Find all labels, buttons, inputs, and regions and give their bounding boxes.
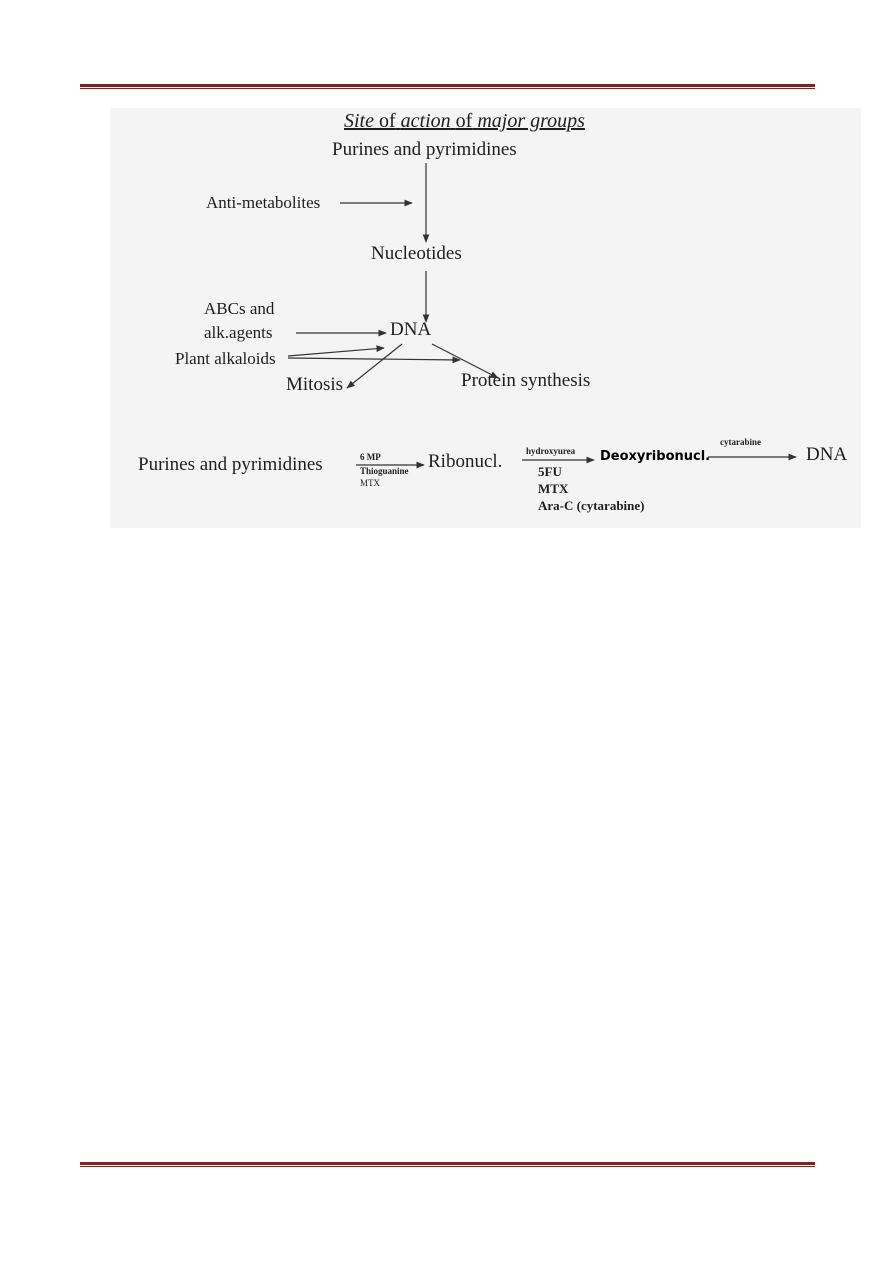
node-mitosis: Mitosis — [286, 374, 344, 395]
pathway-end-dna: DNA — [806, 444, 848, 465]
pathway-ribonucl: Ribonucl. — [428, 451, 503, 472]
node-protein-synthesis: Protein synthesis — [461, 370, 591, 391]
pathway-start: Purines and pyrimidines — [138, 454, 323, 475]
node-nucleotides: Nucleotides — [371, 243, 462, 264]
node-plant-alkaloids: Plant alkaloids — [175, 349, 276, 368]
node-abcs-line1: ABCs and — [204, 299, 275, 318]
drug-5fu: 5FU — [538, 464, 562, 479]
footer-rule — [80, 1162, 815, 1167]
arrow-plant-alkaloids-2 — [288, 358, 460, 360]
node-anti-metabolites: Anti-metabolites — [206, 193, 321, 212]
drug-mtx-1: MTX — [360, 478, 380, 488]
drug-thioguanine: Thioguanine — [360, 466, 409, 476]
drug-6mp: 6 MP — [360, 452, 381, 462]
drug-cytarabine: cytarabine — [720, 437, 761, 447]
drug-mtx-2: MTX — [538, 481, 569, 496]
pathway-deoxyribonucl: Deoxyribonucl. — [600, 449, 711, 464]
site-of-action-diagram — [110, 108, 861, 528]
drug-ara-c: Ara-C (cytarabine) — [538, 498, 645, 513]
header-rule — [80, 84, 815, 89]
node-abcs-line2: alk.agents — [204, 323, 273, 342]
node-purines-pyrimidines: Purines and pyrimidines — [332, 139, 517, 160]
drug-hydroxyurea: hydroxyurea — [526, 446, 576, 456]
node-dna: DNA — [390, 319, 432, 340]
diagram-title: Site of action of major groups — [344, 110, 585, 132]
arrow-plant-alkaloids-1 — [288, 348, 384, 356]
